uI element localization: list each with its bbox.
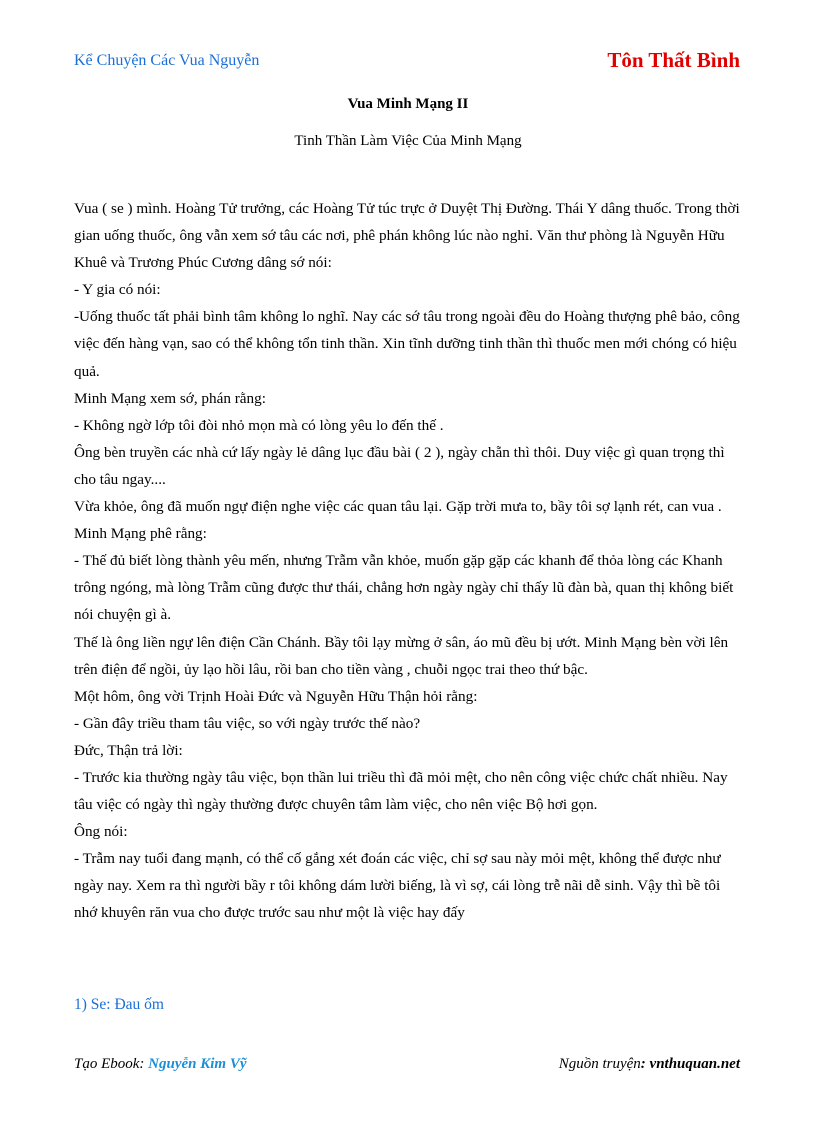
paragraph: - Không ngờ lớp tôi đòi nhỏ mọn mà có lòng yêu lo đến thế . xyxy=(74,416,444,434)
paragraph: -Uống thuốc tất phải bình tâm không lo nghĩ. Nay các sớ tâu trong ngoài đều do Hoàng thượng phê bảo, công việc đến hàng vạn, sao có thể không tổn tinh thần. Xin tĩnh dưỡng tinh thần thì thuốc men mới chóng có hiệu quả. xyxy=(74,308,740,380)
footer-ebook-label: Tạo Ebook xyxy=(74,1056,140,1072)
footer-ebook-creator: Nguyễn Kim Vỹ xyxy=(148,1056,247,1072)
footer-ebook-separator: : xyxy=(139,1056,149,1072)
paragraph: - Thế đủ biết lòng thành yêu mến, nhưng Trẫm vẫn khỏe, muốn gặp gặp các khanh để thỏa lòng các Khanh trông ngóng, mà lòng Trẫm cũng được thư thái, chẳng hơn ngày ngày chỉ thấy lũ đàn bà, quan thị không biết nói chuyện gì à. xyxy=(74,552,734,624)
paragraph: Đức, Thận trả lời: xyxy=(74,741,183,759)
paragraph: Ông nói: xyxy=(74,823,128,841)
paragraph: - Y gia có nói: xyxy=(74,281,161,299)
paragraph: Thế là ông liền ngự lên điện Cần Chánh. Bầy tôi lạy mừng ở sân, áo mũ đều bị ướt. Minh Mạng bèn vời lên trên điện để ngồi, ủy lạo hồi lâu, rồi ban cho tiền vàng , chuỗi ngọc trai theo thứ bậc. xyxy=(74,633,729,678)
paragraph: - Trước kia thường ngày tâu việc, bọn thần lui triều thì đã mỏi mệt, cho nên công việc chức chất nhiều. Nay tâu việc có ngày thì ngày thường được chuyên tâm làm việc, cho nên việc Bộ hơi gọn. xyxy=(74,768,728,814)
footnote: 1) Se: Đau ốm xyxy=(74,996,164,1013)
paragraph: Vừa khỏe, ông đã muốn ngự điện nghe việc các quan tâu lại. Gặp trời mưa to, bầy tôi sợ lạnh rét, can vua . Minh Mạng phê rằng: xyxy=(74,498,722,543)
story-body xyxy=(74,195,742,927)
paragraph: Vua ( se ) mình. Hoàng Tử trưởng, các Hoàng Tử túc trực ở Duyệt Thị Đường. Thái Y dâng thuốc. Trong thời gian uống thuốc, ông vẫn xem sớ tâu các nơi, phê phán không lúc nào nghỉ. Văn thư phòng là Nguyễn Hữu Khuê và Trương Phúc Cương dâng sớ nói: xyxy=(74,200,740,272)
footer-ebook-credit xyxy=(74,1056,247,1073)
paragraph: Minh Mạng xem sớ, phán rằng: xyxy=(74,389,266,407)
header-author: Tôn Thất Bình xyxy=(607,48,740,72)
page-title: Vua Minh Mạng II xyxy=(347,96,469,112)
footer-source-label: Nguồn truyện xyxy=(558,1056,641,1072)
header-book-title: Kể Chuyện Các Vua Nguyễn xyxy=(74,52,260,69)
paragraph: - Gần đây triều tham tâu việc, so với ngày trước thế nào? xyxy=(74,714,421,732)
footer-source-site: vnthuquan.net xyxy=(649,1056,740,1072)
paragraph: Một hôm, ông vời Trịnh Hoài Đức và Nguyễn Hữu Thận hỏi rằng: xyxy=(74,687,478,705)
paragraph: Ông bèn truyền các nhà cứ lấy ngày lẻ dâng lục đầu bài ( 2 ), ngày chẵn thì thôi. Duy việc gì quan trọng thì cho tâu ngay.... xyxy=(74,443,725,488)
footer-source-separator: : xyxy=(640,1056,650,1072)
footer-source-credit xyxy=(559,1056,740,1073)
page-subtitle: Tinh Thần Làm Việc Của Minh Mạng xyxy=(294,133,522,149)
paragraph: - Trẫm nay tuổi đang mạnh, có thể cố gắng xét đoán các việc, chỉ sợ sau này mỏi mệt, không thể được như ngày nay. Xem ra thì người bầy r tôi không dám lười biếng, là vì sợ, cái lòng trễ nãi dễ sinh. Vậy thì bề tôi nhớ khuyên răn vua cho được trước sau như một là việc hay đấy xyxy=(74,850,721,922)
